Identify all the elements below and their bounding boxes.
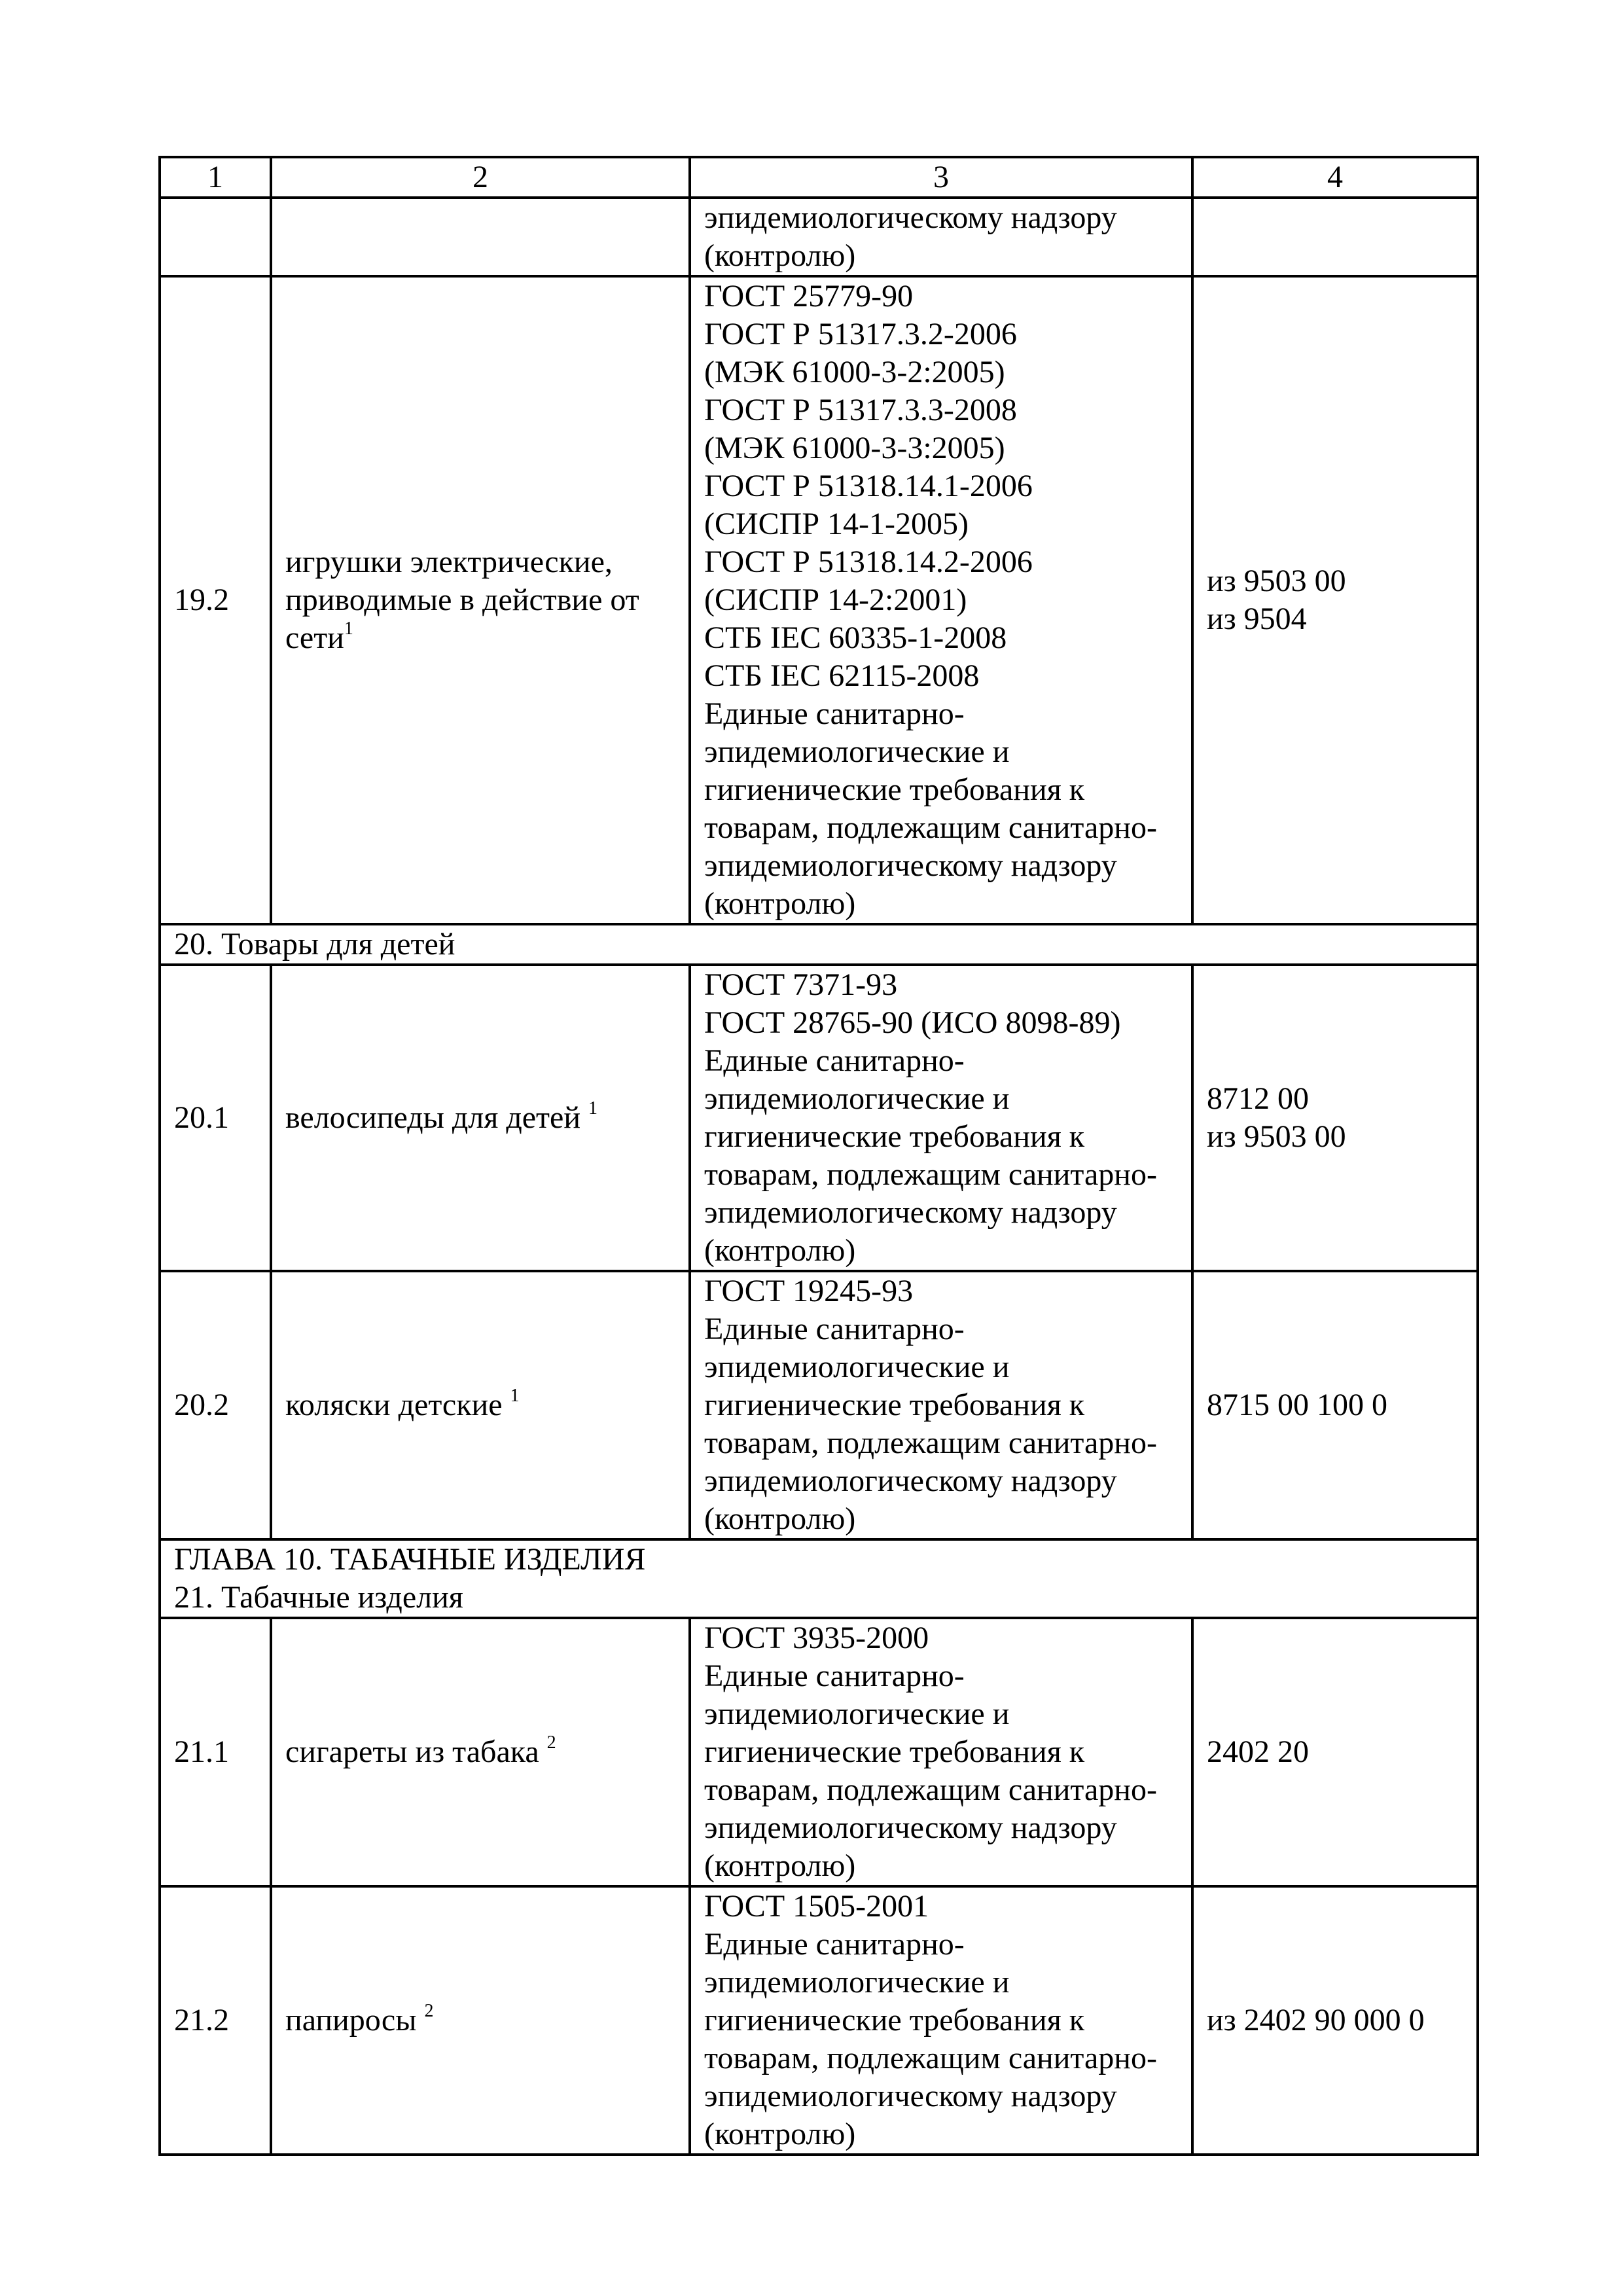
documents-cell: [690, 1618, 1192, 1886]
doc-line: (МЭК 61000-3-3:2005): [704, 431, 1005, 465]
code-line: из 9504: [1207, 601, 1307, 636]
table-row: [160, 1618, 1478, 1886]
doc-line: товарам, подлежащим санитарно-: [704, 1426, 1157, 1460]
product-name-text: папиросы: [285, 2003, 417, 2037]
doc-line: товарам, подлежащим санитарно-: [704, 810, 1157, 845]
cont-name: [271, 198, 690, 276]
doc-line: (контролю): [704, 1233, 856, 1268]
code-line: 8715 00 100 0: [1207, 1388, 1387, 1422]
footnote-mark: 2: [424, 2001, 434, 2021]
chapter-row: [160, 1539, 1478, 1618]
row-number: 21.2: [160, 1886, 271, 2155]
doc-line: ГОСТ 28765-90 (ИСО 8098-89): [704, 1005, 1121, 1040]
doc-line: гигиенические требования к: [704, 1734, 1085, 1769]
continuation-row: [160, 198, 1478, 276]
doc-line: ГОСТ 7371-93: [704, 967, 898, 1002]
codes-cell: [1192, 276, 1478, 924]
requirements-table: [158, 156, 1479, 2156]
doc-line: эпидемиологическому надзору: [704, 1195, 1117, 1230]
doc-line: гигиенические требования к: [704, 1388, 1085, 1422]
doc-line: ГОСТ Р 51318.14.1-2006: [704, 469, 1033, 503]
doc-line: гигиенические требования к: [704, 772, 1085, 807]
section-heading: 20. Товары для детей: [160, 924, 1478, 965]
doc-line: товарам, подлежащим санитарно-: [704, 1157, 1157, 1192]
doc-line: (МЭК 61000-3-2:2005): [704, 355, 1005, 389]
row-number: 20.1: [160, 965, 271, 1271]
chapter-heading-cell: [160, 1539, 1478, 1618]
doc-line: Единые санитарно-: [704, 1312, 965, 1346]
doc-line: (контролю): [704, 1848, 856, 1883]
footnote-mark: 1: [588, 1098, 598, 1119]
doc-line: ГОСТ Р 51318.14.2-2006: [704, 545, 1033, 579]
doc-line: Единые санитарно-: [704, 1927, 965, 1962]
product-name: [271, 1618, 690, 1886]
code-line: 8712 00: [1207, 1081, 1309, 1116]
doc-line: эпидемиологическому надзору: [704, 1463, 1117, 1498]
header-col-3: 3: [690, 157, 1192, 198]
doc-line: эпидемиологические и: [704, 1350, 1010, 1384]
table-row: [160, 965, 1478, 1271]
table-row: [160, 1886, 1478, 2155]
product-name-text: игрушки электрические, приводимые в действие от сети: [285, 545, 639, 655]
doc-line: (контролю): [704, 2117, 856, 2151]
code-line: из 9503 00: [1207, 564, 1346, 598]
codes-cell: [1192, 965, 1478, 1271]
footnote-mark: 1: [510, 1386, 520, 1406]
row-number: 21.1: [160, 1618, 271, 1886]
doc-line: (СИСПР 14-2:2001): [704, 583, 967, 617]
doc-line: товарам, подлежащим санитарно-: [704, 2041, 1157, 2075]
documents-cell: [690, 965, 1192, 1271]
footnote-mark: 1: [344, 619, 353, 639]
doc-line: эпидемиологическому надзору: [704, 848, 1117, 883]
product-name-text: коляски детские: [285, 1388, 503, 1422]
cont-codes: [1192, 198, 1478, 276]
doc-line: эпидемиологические и: [704, 1081, 1010, 1116]
footnote-mark: 2: [546, 1732, 556, 1753]
header-col-2: 2: [271, 157, 690, 198]
documents-cell: [690, 276, 1192, 924]
section-heading: 21. Табачные изделия: [174, 1580, 463, 1615]
doc-line: ГОСТ 3935-2000: [704, 1621, 929, 1655]
doc-line: (СИСПР 14-1-2005): [704, 507, 969, 541]
doc-line: Единые санитарно-: [704, 1659, 965, 1693]
code-line: из 2402 90 000 0: [1207, 2003, 1425, 2037]
codes-cell: [1192, 1271, 1478, 1539]
section-row: [160, 924, 1478, 965]
cont-docs: [690, 198, 1192, 276]
doc-line: эпидемиологические и: [704, 1696, 1010, 1731]
product-name-text: сигареты из табака: [285, 1734, 539, 1769]
doc-line: эпидемиологические и: [704, 1965, 1010, 2000]
codes-cell: [1192, 1618, 1478, 1886]
doc-line: (контролю): [704, 238, 856, 273]
documents-cell: [690, 1886, 1192, 2155]
doc-line: эпидемиологические и: [704, 734, 1010, 769]
cont-num: [160, 198, 271, 276]
row-number: 20.2: [160, 1271, 271, 1539]
doc-line: ГОСТ Р 51317.3.2-2006: [704, 317, 1017, 351]
doc-line: эпидемиологическому надзору: [704, 1810, 1117, 1845]
doc-line: Единые санитарно-: [704, 1043, 965, 1078]
product-name: [271, 1886, 690, 2155]
product-name: [271, 276, 690, 924]
doc-line: СТБ IEC 62115-2008: [704, 658, 980, 693]
code-line: из 9503 00: [1207, 1119, 1346, 1154]
code-line: 2402 20: [1207, 1734, 1309, 1769]
codes-cell: [1192, 1886, 1478, 2155]
header-col-4: 4: [1192, 157, 1478, 198]
doc-line: СТБ IEC 60335-1-2008: [704, 620, 1007, 655]
doc-line: эпидемиологическому надзору: [704, 200, 1117, 235]
doc-line: ГОСТ 25779-90: [704, 279, 914, 314]
documents-cell: [690, 1271, 1192, 1539]
doc-line: гигиенические требования к: [704, 1119, 1085, 1154]
product-name-text: велосипеды для детей: [285, 1100, 581, 1135]
table-row: [160, 276, 1478, 924]
doc-line: (контролю): [704, 1501, 856, 1536]
doc-line: гигиенические требования к: [704, 2003, 1085, 2037]
header-row: [160, 157, 1478, 198]
chapter-heading: ГЛАВА 10. ТАБАЧНЫЕ ИЗДЕЛИЯ: [174, 1542, 646, 1577]
doc-line: товарам, подлежащим санитарно-: [704, 1772, 1157, 1807]
doc-line: ГОСТ 1505-2001: [704, 1889, 929, 1924]
product-name: [271, 965, 690, 1271]
doc-line: Единые санитарно-: [704, 696, 965, 731]
doc-line: (контролю): [704, 886, 856, 921]
doc-line: ГОСТ 19245-93: [704, 1274, 914, 1308]
doc-line: эпидемиологическому надзору: [704, 2079, 1117, 2113]
header-col-1: 1: [160, 157, 271, 198]
product-name: [271, 1271, 690, 1539]
row-number: 19.2: [160, 276, 271, 924]
table-row: [160, 1271, 1478, 1539]
doc-line: ГОСТ Р 51317.3.3-2008: [704, 393, 1017, 427]
